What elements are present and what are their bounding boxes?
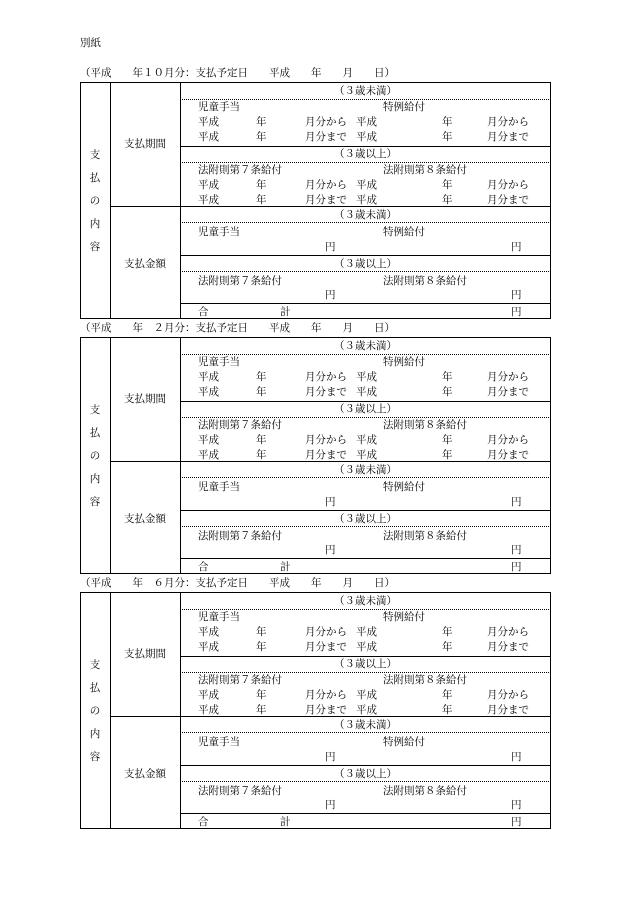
dotted-divider bbox=[180, 222, 551, 223]
year-label: 年 bbox=[442, 434, 453, 446]
benefit-name: 法附則第７条給付 bbox=[198, 275, 282, 287]
row-divider bbox=[180, 656, 551, 657]
month-label: 月分まで bbox=[487, 386, 529, 398]
era-label: 平成 bbox=[198, 626, 219, 638]
yen-unit: 円 bbox=[511, 306, 522, 318]
era-label: 平成 bbox=[198, 434, 219, 446]
year-label: 年 bbox=[442, 689, 453, 701]
dotted-divider bbox=[180, 99, 551, 100]
benefit-name: 児童手当 bbox=[198, 101, 240, 113]
month-label: 月分から bbox=[305, 434, 347, 446]
age-over3-label: （３歳以上） bbox=[334, 148, 397, 160]
yen-unit: 円 bbox=[325, 241, 336, 253]
vertical-label-char: の bbox=[89, 450, 101, 462]
benefit-name: 特例給付 bbox=[383, 611, 425, 623]
benefit-name: 特例給付 bbox=[383, 356, 425, 368]
benefit-name: 児童手当 bbox=[198, 481, 240, 493]
row-divider bbox=[180, 255, 551, 256]
month-label: 月分まで bbox=[305, 194, 347, 206]
benefit-name: 特例給付 bbox=[383, 226, 425, 238]
benefit-name: 法附則第７条給付 bbox=[198, 785, 282, 797]
benefit-name: 法附則第７条給付 bbox=[198, 530, 282, 542]
vertical-label-char: 容 bbox=[89, 496, 101, 508]
year-label: 年 bbox=[442, 449, 453, 461]
year-label: 年 bbox=[256, 179, 267, 191]
dotted-divider bbox=[180, 672, 551, 673]
era-label: 平成 bbox=[198, 194, 219, 206]
row-divider bbox=[180, 510, 551, 511]
vertical-label-char: 内 bbox=[89, 473, 101, 485]
era-label: 平成 bbox=[198, 689, 219, 701]
year-label: 年 bbox=[442, 116, 453, 128]
age-under3-label: （３歳未満） bbox=[334, 340, 397, 352]
payment-table bbox=[80, 592, 551, 829]
yen-unit: 円 bbox=[511, 289, 522, 301]
month-label: 月分から bbox=[305, 116, 347, 128]
column-divider bbox=[110, 337, 111, 574]
benefit-name: 特例給付 bbox=[383, 481, 425, 493]
year-label: 年 bbox=[442, 194, 453, 206]
vertical-label-char: の bbox=[89, 705, 101, 717]
era-label: 平成 bbox=[356, 386, 377, 398]
total-label: 合 bbox=[198, 561, 209, 573]
yen-unit: 円 bbox=[325, 544, 336, 556]
month-label: 月分まで bbox=[487, 131, 529, 143]
total-label: 計 bbox=[280, 816, 291, 828]
month-label: 月分まで bbox=[487, 449, 529, 461]
total-label: 合 bbox=[198, 816, 209, 828]
benefit-name: 法附則第７条給付 bbox=[198, 419, 282, 431]
yen-unit: 円 bbox=[511, 816, 522, 828]
month-label: 月分から bbox=[305, 626, 347, 638]
vertical-label-char: 内 bbox=[89, 218, 101, 230]
period-label: 支払期間 bbox=[124, 648, 166, 660]
total-label: 合 bbox=[198, 306, 209, 318]
benefit-name: 法附則第８条給付 bbox=[383, 419, 467, 431]
year-label: 年 bbox=[256, 131, 267, 143]
month-label: 月分から bbox=[305, 689, 347, 701]
benefit-name: 法附則第７条給付 bbox=[198, 164, 282, 176]
yen-unit: 円 bbox=[511, 496, 522, 508]
amount-label: 支払金額 bbox=[124, 513, 166, 525]
year-label: 年 bbox=[256, 371, 267, 383]
age-under3-label: （３歳未満） bbox=[334, 85, 397, 97]
benefit-name: 法附則第８条給付 bbox=[383, 674, 467, 686]
document-label: 別紙 bbox=[80, 37, 101, 49]
era-label: 平成 bbox=[198, 641, 219, 653]
month-label: 月分まで bbox=[487, 704, 529, 716]
month-label: 月分から bbox=[487, 626, 529, 638]
year-label: 年 bbox=[442, 179, 453, 191]
dotted-divider bbox=[180, 781, 551, 782]
row-divider bbox=[180, 401, 551, 402]
yen-unit: 円 bbox=[511, 751, 522, 763]
total-label: 計 bbox=[280, 306, 291, 318]
vertical-label-char: 払 bbox=[89, 172, 101, 184]
vertical-label-char: 支 bbox=[89, 659, 101, 671]
era-label: 平成 bbox=[198, 371, 219, 383]
benefit-name: 法附則第８条給付 bbox=[383, 530, 467, 542]
year-label: 年 bbox=[256, 626, 267, 638]
year-label: 年 bbox=[256, 641, 267, 653]
year-label: 年 bbox=[442, 641, 453, 653]
row-divider bbox=[180, 765, 551, 766]
month-label: 月分まで bbox=[305, 641, 347, 653]
age-over3-label: （３歳以上） bbox=[334, 513, 397, 525]
era-label: 平成 bbox=[356, 116, 377, 128]
dotted-divider bbox=[180, 162, 551, 163]
dotted-divider bbox=[180, 354, 551, 355]
vertical-label-char: 支 bbox=[89, 149, 101, 161]
month-label: 月分から bbox=[487, 179, 529, 191]
vertical-label-char: 容 bbox=[89, 751, 101, 763]
month-label: 月分から bbox=[305, 179, 347, 191]
era-label: 平成 bbox=[198, 116, 219, 128]
yen-unit: 円 bbox=[325, 496, 336, 508]
age-under3-label: （３歳未満） bbox=[334, 464, 397, 476]
dotted-divider bbox=[180, 477, 551, 478]
year-label: 年 bbox=[256, 704, 267, 716]
year-label: 年 bbox=[442, 626, 453, 638]
period-label: 支払期間 bbox=[124, 393, 166, 405]
age-under3-label: （３歳未満） bbox=[334, 719, 397, 731]
row-divider bbox=[110, 206, 551, 207]
year-label: 年 bbox=[442, 386, 453, 398]
era-label: 平成 bbox=[356, 434, 377, 446]
row-divider bbox=[180, 813, 551, 814]
yen-unit: 円 bbox=[325, 289, 336, 301]
total-label: 計 bbox=[280, 561, 291, 573]
vertical-label-char: 内 bbox=[89, 728, 101, 740]
era-label: 平成 bbox=[198, 179, 219, 191]
era-label: 平成 bbox=[356, 626, 377, 638]
section-header: （平成 年 ６月分：支払予定日 平成 年 月 日） bbox=[80, 577, 395, 589]
era-label: 平成 bbox=[356, 704, 377, 716]
yen-unit: 円 bbox=[511, 799, 522, 811]
dotted-divider bbox=[180, 526, 551, 527]
month-label: 月分まで bbox=[305, 131, 347, 143]
yen-unit: 円 bbox=[325, 799, 336, 811]
yen-unit: 円 bbox=[511, 544, 522, 556]
month-label: 月分から bbox=[487, 434, 529, 446]
month-label: 月分から bbox=[487, 116, 529, 128]
vertical-label-char: 支 bbox=[89, 404, 101, 416]
era-label: 平成 bbox=[356, 194, 377, 206]
column-divider bbox=[180, 337, 181, 574]
era-label: 平成 bbox=[356, 641, 377, 653]
year-label: 年 bbox=[256, 386, 267, 398]
era-label: 平成 bbox=[356, 449, 377, 461]
era-label: 平成 bbox=[356, 371, 377, 383]
era-label: 平成 bbox=[356, 689, 377, 701]
amount-label: 支払金額 bbox=[124, 258, 166, 270]
benefit-name: 特例給付 bbox=[383, 101, 425, 113]
year-label: 年 bbox=[256, 116, 267, 128]
column-divider bbox=[110, 592, 111, 829]
amount-label: 支払金額 bbox=[124, 768, 166, 780]
row-divider bbox=[180, 558, 551, 559]
row-divider bbox=[180, 146, 551, 147]
benefit-name: 児童手当 bbox=[198, 356, 240, 368]
year-label: 年 bbox=[256, 194, 267, 206]
vertical-label-char: 容 bbox=[89, 241, 101, 253]
yen-unit: 円 bbox=[511, 241, 522, 253]
year-label: 年 bbox=[256, 434, 267, 446]
dotted-divider bbox=[180, 271, 551, 272]
dotted-divider bbox=[180, 609, 551, 610]
year-label: 年 bbox=[256, 449, 267, 461]
month-label: 月分まで bbox=[305, 704, 347, 716]
month-label: 月分まで bbox=[487, 641, 529, 653]
era-label: 平成 bbox=[198, 704, 219, 716]
benefit-name: 法附則第７条給付 bbox=[198, 674, 282, 686]
era-label: 平成 bbox=[356, 179, 377, 191]
row-divider bbox=[180, 303, 551, 304]
row-divider bbox=[110, 461, 551, 462]
dotted-divider bbox=[180, 732, 551, 733]
benefit-name: 児童手当 bbox=[198, 611, 240, 623]
period-label: 支払期間 bbox=[124, 138, 166, 150]
benefit-name: 特例給付 bbox=[383, 736, 425, 748]
month-label: 月分から bbox=[487, 689, 529, 701]
age-over3-label: （３歳以上） bbox=[334, 658, 397, 670]
era-label: 平成 bbox=[198, 386, 219, 398]
dotted-divider bbox=[180, 417, 551, 418]
vertical-label-char: の bbox=[89, 195, 101, 207]
month-label: 月分から bbox=[487, 371, 529, 383]
payment-table bbox=[80, 82, 551, 319]
payment-table bbox=[80, 337, 551, 574]
age-over3-label: （３歳以上） bbox=[334, 403, 397, 415]
benefit-name: 法附則第８条給付 bbox=[383, 275, 467, 287]
column-divider bbox=[110, 82, 111, 319]
age-over3-label: （３歳以上） bbox=[334, 768, 397, 780]
benefit-name: 法附則第８条給付 bbox=[383, 164, 467, 176]
month-label: 月分から bbox=[305, 371, 347, 383]
era-label: 平成 bbox=[198, 131, 219, 143]
era-label: 平成 bbox=[356, 131, 377, 143]
year-label: 年 bbox=[256, 689, 267, 701]
age-under3-label: （３歳未満） bbox=[334, 209, 397, 221]
month-label: 月分まで bbox=[305, 386, 347, 398]
vertical-label-char: 払 bbox=[89, 682, 101, 694]
row-divider bbox=[110, 716, 551, 717]
yen-unit: 円 bbox=[325, 751, 336, 763]
section-header: （平成 年 ２月分：支払予定日 平成 年 月 日） bbox=[80, 322, 395, 334]
benefit-name: 法附則第８条給付 bbox=[383, 785, 467, 797]
year-label: 年 bbox=[442, 131, 453, 143]
month-label: 月分まで bbox=[487, 194, 529, 206]
benefit-name: 児童手当 bbox=[198, 226, 240, 238]
yen-unit: 円 bbox=[511, 561, 522, 573]
era-label: 平成 bbox=[198, 449, 219, 461]
year-label: 年 bbox=[442, 371, 453, 383]
column-divider bbox=[180, 82, 181, 319]
year-label: 年 bbox=[442, 704, 453, 716]
age-under3-label: （３歳未満） bbox=[334, 595, 397, 607]
vertical-label-char: 払 bbox=[89, 427, 101, 439]
benefit-name: 児童手当 bbox=[198, 736, 240, 748]
month-label: 月分まで bbox=[305, 449, 347, 461]
section-header: （平成 年１０月分：支払予定日 平成 年 月 日） bbox=[80, 67, 395, 79]
column-divider bbox=[180, 592, 181, 829]
age-over3-label: （３歳以上） bbox=[334, 258, 397, 270]
